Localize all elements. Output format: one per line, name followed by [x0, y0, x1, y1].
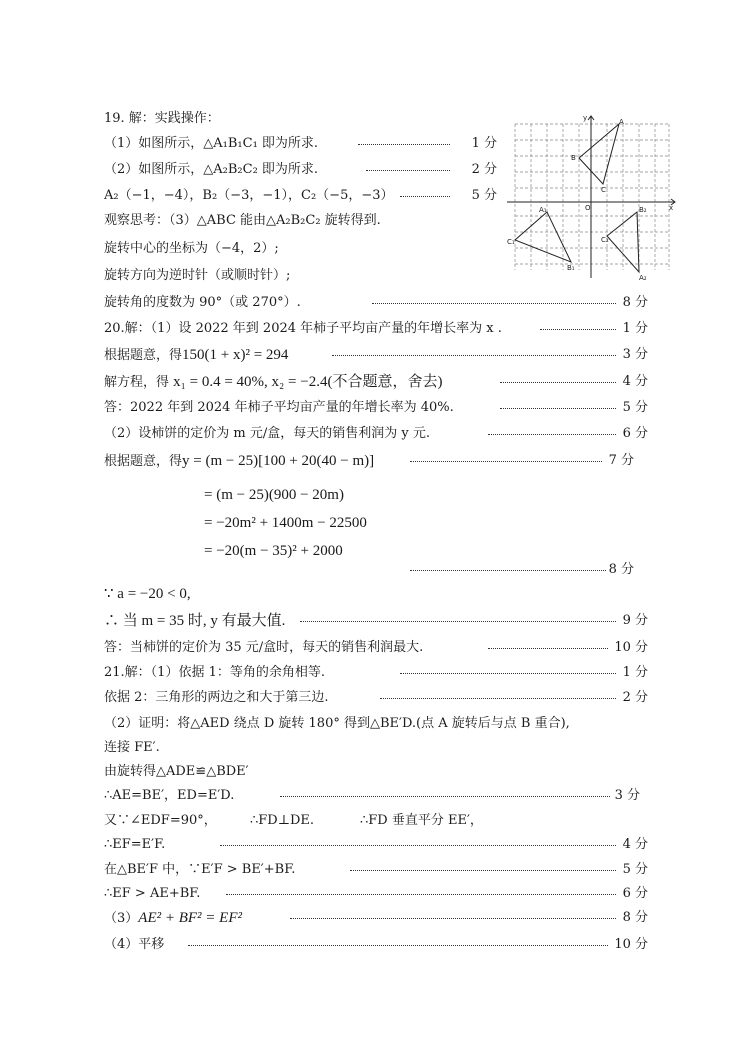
score: 10 分 [614, 937, 648, 952]
q21-line-9: 在△BE′F 中，∵E′F > BE′+BF. [104, 862, 296, 877]
score: 9 分 [622, 613, 648, 628]
q21-line-5: 由旋转得△ADE≌△BDE′ [104, 764, 249, 779]
q20-line-9: ∴ 当 m = 35 时, y 有最大值. [104, 613, 286, 629]
svg-text:A: A [619, 118, 624, 126]
q20-line-5: （2）设柿饼的定价为 m 元/盒，每天的销售利润为 y 元. [104, 426, 430, 441]
svg-text:x: x [669, 204, 674, 212]
q21-line-7a: 又∵∠EDF=90°， [104, 813, 217, 828]
q19-heading: 19. 解：实践操作： [104, 111, 220, 126]
score: 6 分 [622, 426, 648, 441]
equation-step-3: = −20(m − 35)² + 2000 [204, 543, 343, 559]
q19-line-1: （1）如图所示，△A₁B₁C₁ 即为所求. [104, 136, 319, 151]
score: 8 分 [622, 910, 648, 925]
svg-text:B₁: B₁ [567, 264, 575, 272]
svg-text:A₂: A₂ [639, 274, 647, 280]
svg-text:B₂: B₂ [639, 206, 647, 214]
score: 1 分 [622, 321, 648, 336]
score: 7 分 [608, 453, 634, 468]
coordinate-grid-figure [505, 112, 677, 280]
score: 1 分 [471, 136, 497, 151]
q21-line-2: 依据 2：三角形的两边之和大于第三边. [104, 690, 329, 705]
score: 1 分 [622, 665, 648, 680]
score: 4 分 [622, 374, 648, 389]
q20-line-6: 根据题意，得y = (m − 25)[100 + 20(40 − m)] [104, 453, 375, 469]
svg-text:C₁: C₁ [507, 238, 515, 246]
score: 2 分 [471, 162, 497, 177]
q20-line-4: 答：2022 年到 2024 年柿子平均亩产量的年增长率为 40%. [104, 400, 454, 415]
score: 5 分 [471, 188, 497, 203]
q21-line-12: （4）平移 [104, 937, 165, 952]
triangle-abc [579, 124, 619, 184]
q21-line-4: 连接 FE′. [104, 740, 160, 755]
score: 3 分 [614, 788, 640, 803]
q21-line-11: （3）AE² + BF² = EF² [104, 910, 242, 926]
svg-text:B: B [571, 154, 576, 162]
q20-line-10: 答：当柿饼的定价为 35 元/盒时，每天的销售利润最大. [104, 640, 424, 655]
q20-line-2: 根据题意，得150(1 + x)² = 294 [104, 347, 289, 363]
svg-text:A₁: A₁ [539, 206, 547, 214]
score: 8 分 [622, 295, 648, 310]
svg-text:C: C [601, 186, 606, 194]
q20-line-8: ∵ a = −20 < 0, [104, 586, 191, 602]
q19-line-2: （2）如图所示，△A₂B₂C₂ 即为所求. [104, 162, 319, 177]
q21-line-10: ∴EF > AE+BF. [104, 886, 201, 901]
q21-line-7c: ∴FD 垂直平分 EE′， [360, 813, 483, 828]
q20-line-1: 20.解：（1）设 2022 年到 2024 年柿子平均亩产量的年增长率为 x . [104, 321, 502, 336]
q19-line-4: 观察思考：（3）△ABC 能由△A₂B₂C₂ 旋转得到. [104, 213, 381, 228]
q19-line-5: 旋转中心的坐标为（−4，2）; [104, 241, 279, 256]
score: 2 分 [622, 690, 648, 705]
equation-step-2: = −20m² + 1400m − 22500 [204, 515, 367, 531]
score: 5 分 [622, 400, 648, 415]
q21-line-1: 21.解：（1）依据 1：等角的余角相等. [104, 665, 325, 680]
score: 3 分 [622, 347, 648, 362]
q19-line-3: A₂（−1，−4），B₂（−3，−1），C₂（−5，−3） [104, 188, 394, 203]
q19-line-7: 旋转角的度数为 90°（或 270°）. [104, 295, 301, 310]
q21-line-7b: ∴FD⊥DE. [250, 813, 314, 828]
q21-line-6: ∴AE=BE′，ED=E′D. [104, 788, 235, 803]
svg-text:O: O [585, 204, 591, 212]
q20-line-3: 解方程，得 x₁ = 0.4 = 40%, x₂ = −2.4(不合题意，舍去) [104, 374, 443, 390]
equation-step-1: = (m − 25)(900 − 20m) [204, 487, 344, 503]
q19-line-6: 旋转方向为逆时针（或顺时针）; [104, 268, 291, 283]
score: 4 分 [622, 837, 648, 852]
score: 5 分 [622, 862, 648, 877]
q21-line-3: （2）证明：将△AED 绕点 D 旋转 180° 得到△BE′D.(点 A 旋转后与点 B 重合), [104, 716, 570, 731]
q21-line-8: ∴EF=E′F. [104, 837, 166, 852]
triangle-a1b1c1 [515, 212, 571, 262]
score: 10 分 [614, 640, 648, 655]
svg-text:y: y [583, 114, 588, 122]
score: 8 分 [608, 562, 634, 577]
score: 6 分 [622, 886, 648, 901]
svg-text:C₂: C₂ [601, 236, 609, 244]
